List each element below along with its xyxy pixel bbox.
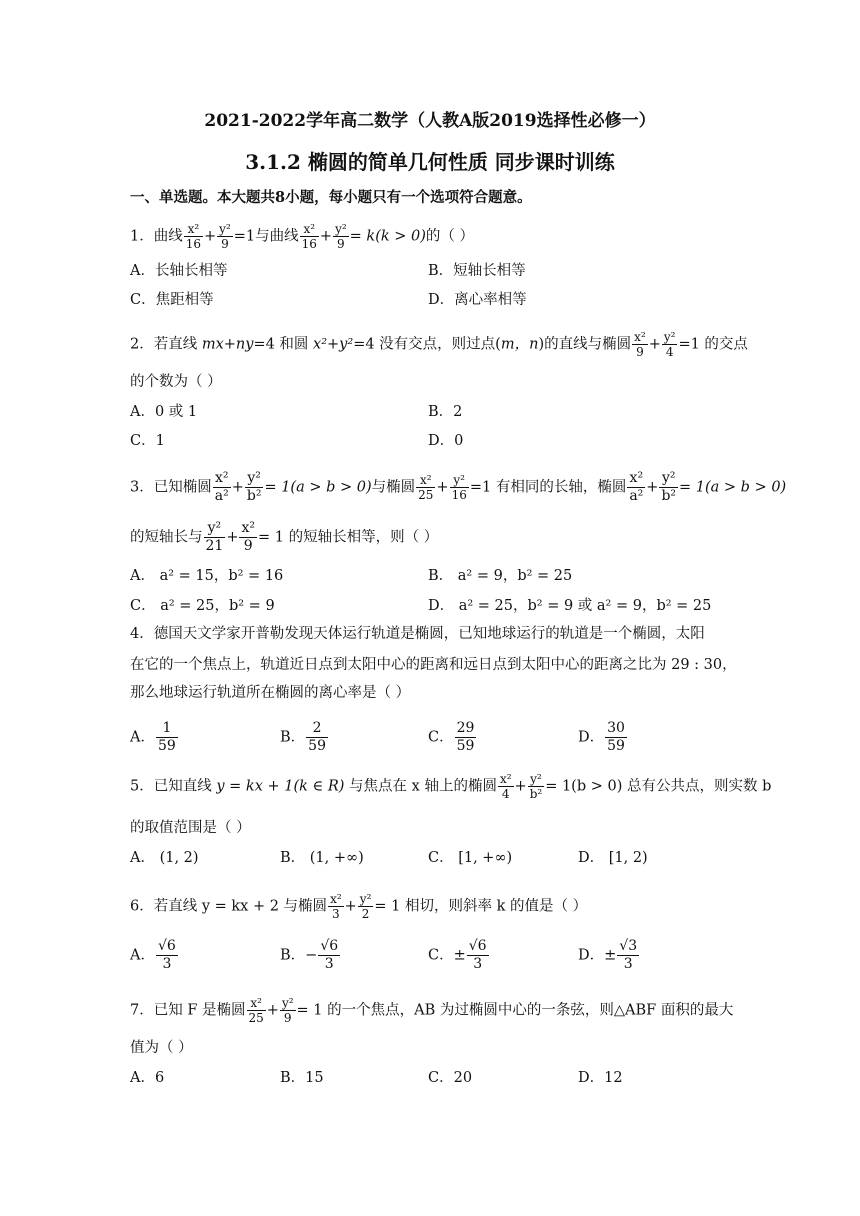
q5-frac-b: $\frac{\text{y²}}{\text{b²}}$	[529, 772, 543, 801]
q2-option-d: D．0	[428, 433, 464, 449]
q4-option-a: A． $\frac{1}{59}$	[130, 720, 176, 754]
q6-frac-b: $\frac{\text{y²}}{2}$	[359, 892, 372, 921]
q7-frac-b: $\frac{\text{y²}}{9}$	[281, 996, 294, 1025]
q7-frac-a: $\frac{\text{x²}}{25}$	[248, 996, 264, 1025]
q1-option-a: A．长轴长相等	[130, 263, 228, 279]
document-title: 2021-2022学年高二数学（人教A版2019选择性必修一）	[204, 111, 656, 131]
q5-option-c: C． [1, +∞)	[428, 850, 513, 866]
q4-option-b: B． $\frac{2}{59}$	[280, 720, 326, 754]
q2-option-c: C．1	[130, 433, 165, 449]
q6-frac-a: $\frac{\text{x²}}{3}$	[330, 892, 342, 921]
q6-option-c: C．± $\frac{√6}{3}$	[428, 938, 487, 972]
q7-line-2: 值为（ ）	[130, 1040, 193, 1056]
q5-option-b: B． (1, +∞)	[280, 850, 364, 866]
q3-frac-b: $\frac{\text{y²}}{\text{b²}}$	[246, 470, 262, 504]
q3-option-d: D． a² = 25，b² = 9 或 a² = 9，b² = 25	[428, 598, 712, 614]
q2-option-a: A．0 或 1	[130, 404, 198, 420]
q2-frac-a: $\frac{\text{x²}}{9}$	[634, 330, 646, 359]
q3-frac-d: $\frac{\text{y²}}{16}$	[451, 473, 467, 502]
q3-option-a: A． a² = 15，b² = 16	[130, 568, 284, 584]
document-subtitle: 3.1.2 椭圆的简单几何性质 同步课时训练	[245, 150, 615, 174]
q3-option-b: B． a² = 9，b² = 25	[428, 568, 573, 584]
q1-eq2-rest: = k(k > 0)	[349, 228, 426, 245]
question-4-line-3: 那么地球运行轨道所在椭圆的离心率是（ ）	[130, 685, 411, 701]
q1-option-b: B．短轴长相等	[428, 263, 526, 279]
q1-suffix: 的（ ）	[425, 228, 475, 245]
q3-frac-h: $\frac{\text{x²}}{9}$	[241, 520, 255, 554]
q2-frac-b: $\frac{\text{y²}}{4}$	[663, 330, 676, 359]
q3-frac-f: $\frac{\text{y²}}{\text{b²}}$	[661, 470, 677, 504]
q5-line-2: 的取值范围是（ ）	[130, 820, 251, 836]
q2-option-b: B．2	[428, 404, 463, 420]
q1-option-c: C．焦距相等	[130, 292, 214, 308]
q3-frac-e: $\frac{\text{x²}}{\text{a²}}$	[629, 470, 644, 504]
q5-option-d: D． [1, 2)	[578, 850, 648, 866]
q3-frac-g: $\frac{\text{y²}}{21}$	[205, 520, 224, 554]
question-5: 5．已知直线 y = kx + 1(k ∈ R) 与焦点在 x 轴上的椭圆 $\frac{\text{x²}}{4}$ + $\frac{\text{y²}}{\text{b²}}$ = 1(b > 0) 总有公共点，则实数 b	[130, 772, 772, 801]
q7-option-a: A．6	[130, 1070, 165, 1086]
q1-eq1-rest: =1	[233, 228, 256, 245]
q6-option-a: A． $\frac{√6}{3}$	[130, 938, 176, 972]
q2-line-2: 的个数为（ ）	[130, 374, 222, 390]
q1-prefix: 1．曲线	[130, 228, 183, 245]
question-3: 3．已知椭圆 $\frac{\text{x²}}{\text{a²}}$ + $\frac{\text{y²}}{\text{b²}}$ = 1(a > b > 0)与椭圆 $\frac{\text{x²}}{25}$ + $\frac{\text{y²}}{16}$ =1 有相同的长轴，椭圆 $\frac{\text{x²}}{\text{a²}}$ + $\frac{\text{y²}}{\text{b²}}$ = 1(a > b > 0)	[130, 470, 787, 504]
q3-frac-a: $\frac{\text{x²}}{\text{a²}}$	[214, 470, 229, 504]
q6-option-d: D．± $\frac{√3}{3}$	[578, 938, 638, 972]
question-4-line-2: 在它的一个焦点上，轨道近日点到太阳中心的距离和远日点到太阳中心的距离之比为 29 : 30，	[130, 657, 737, 673]
question-7: 7．已知 F 是椭圆 $\frac{\text{x²}}{25}$ + $\frac{\text{y²}}{9}$ = 1 的一个焦点，AB 为过椭圆中心的一条弦，则△ABF 面积的最大	[130, 996, 734, 1025]
q1-mid: 与曲线	[255, 228, 299, 245]
q1-option-d: D．离心率相等	[428, 292, 527, 308]
q6-option-b: B．− $\frac{√6}{3}$	[280, 938, 339, 972]
q3-line-2: 的短轴长与 $\frac{\text{y²}}{21}$ + $\frac{\text{x²}}{9}$ = 1 的短轴长相等，则（ ）	[130, 520, 439, 554]
question-6: 6．若直线 y = kx + 2 与椭圆 $\frac{\text{x²}}{3}$ + $\frac{\text{y²}}{2}$ = 1 相切，则斜率 k 的值是（ ）	[130, 892, 588, 921]
q3-option-c: C． a² = 25，b² = 9	[130, 598, 275, 614]
q4-option-c: C． $\frac{29}{59}$	[428, 720, 475, 754]
q1-frac-a: $\frac{\text{x²}}{16}$	[185, 222, 202, 251]
q1-frac-c: $\frac{\text{x²}}{16}$	[301, 222, 317, 251]
q7-option-b: B．15	[280, 1070, 324, 1086]
q5-frac-a: $\frac{\text{x²}}{4}$	[499, 772, 512, 801]
question-4-line-1: 4．德国天文学家开普勒发现天体运行轨道是椭圆，已知地球运行的轨道是一个椭圆，太阳	[130, 626, 705, 642]
q5-option-a: A． (1, 2)	[130, 850, 199, 866]
q7-option-c: C．20	[428, 1070, 473, 1086]
q3-frac-c: $\frac{\text{x²}}{25}$	[418, 473, 434, 502]
q4-option-d: D． $\frac{30}{59}$	[578, 720, 625, 754]
question-2: 2．若直线 mx+ny=4 和圆 x²+y²=4 没有交点，则过点(m，n)的直线与椭圆 $\frac{\text{x²}}{9}$ + $\frac{\text{y²}}{4}$ =1 的交点	[130, 330, 748, 359]
q1-frac-d: $\frac{\text{y²}}{9}$	[335, 222, 347, 251]
question-1: 1．曲线 $\frac{\text{x²}}{16}$ + $\frac{\text{y²}}{9}$ =1与曲线 $\frac{\text{x²}}{16}$ + $\frac{\text{y²}}{9}$ = k(k > 0)的（ ）	[130, 222, 475, 251]
q1-frac-b: $\frac{\text{y²}}{9}$	[219, 222, 231, 251]
q7-option-d: D．12	[578, 1070, 623, 1086]
section-heading: 一、单选题。本大题共8小题，每小题只有一个选项符合题意。	[130, 189, 532, 206]
